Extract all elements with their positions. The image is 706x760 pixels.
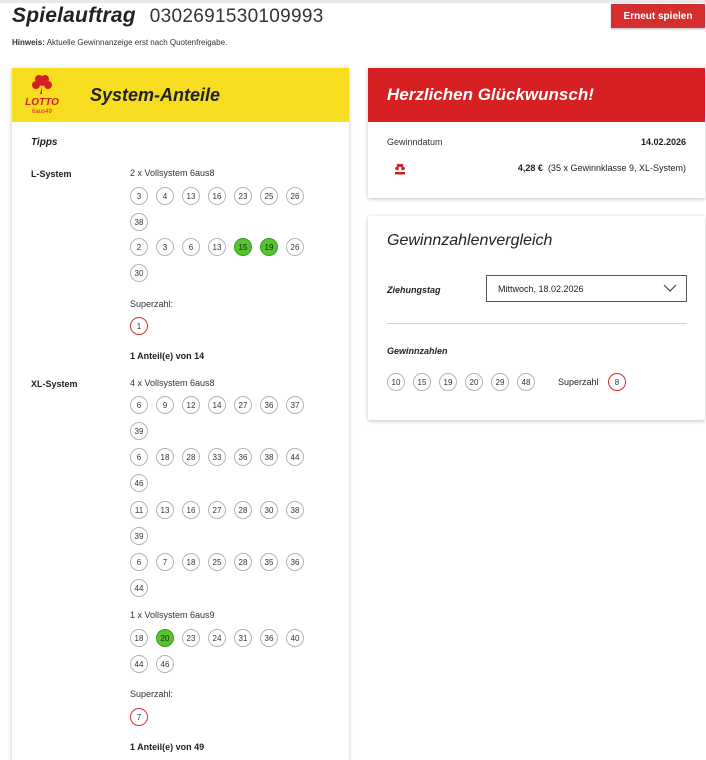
number-ball: 28 — [182, 448, 200, 466]
number-ball: 36 — [260, 396, 278, 414]
winning-number-ball: 48 — [517, 373, 535, 391]
superzahl-ball: 8 — [608, 373, 626, 391]
play-again-button[interactable]: Erneut spielen — [611, 4, 705, 28]
xl-system-share: 1 Anteil(e) von 49 — [130, 742, 205, 752]
number-ball: 18 — [182, 553, 200, 571]
xl-system-row-4 — [130, 553, 320, 597]
l-system-share: 1 Anteil(e) von 14 — [130, 351, 205, 361]
winning-number-ball: 20 — [465, 373, 483, 391]
compare-card — [368, 216, 705, 420]
l-system-row-2 — [130, 238, 320, 282]
page-title: Spielauftrag — [12, 4, 136, 27]
l-system-row-1 — [130, 187, 320, 231]
ziehungstag-value: Mittwoch, 18.02.2026 — [498, 283, 584, 294]
compare-title: Gewinnzahlenvergleich — [387, 232, 553, 249]
system-shares-title: System-Anteile — [90, 84, 221, 105]
number-ball: 30 — [260, 501, 278, 519]
win-amount-value: 4,28 € — [517, 163, 543, 173]
hint-label: Hinweis: — [12, 38, 45, 47]
number-ball: 18 — [130, 629, 148, 647]
number-ball: 11 — [130, 501, 148, 519]
number-ball: 25 — [208, 553, 226, 571]
xl-system-desc-2: 1 x Vollsystem 6aus9 — [130, 610, 215, 620]
compare-divider — [387, 323, 687, 324]
number-ball: 44 — [286, 448, 304, 466]
xl-system-row-5 — [130, 629, 320, 673]
number-ball: 40 — [286, 629, 304, 647]
number-ball: 13 — [156, 501, 174, 519]
gewinndatum-label: Gewinndatum — [387, 137, 443, 147]
number-ball: 35 — [260, 553, 278, 571]
number-ball: 27 — [234, 396, 252, 414]
xl-superzahl-label: Superzahl: — [130, 689, 174, 699]
number-ball: 46 — [130, 474, 148, 492]
lotto-small-icon — [392, 162, 408, 178]
xl-system-row-3 — [130, 501, 320, 545]
hint-text — [12, 38, 227, 47]
number-ball: 14 — [208, 396, 226, 414]
congrats-card — [368, 68, 705, 198]
ziehungstag-select[interactable] — [486, 275, 687, 302]
number-ball: 46 — [156, 655, 174, 673]
congrats-title: Herzlichen Glückwunsch! — [387, 85, 594, 104]
number-ball: 23 — [234, 187, 252, 205]
number-ball: 6 — [182, 238, 200, 256]
tipps-label: Tipps — [31, 137, 58, 148]
system-shares-card — [12, 68, 349, 760]
number-ball: 26 — [286, 238, 304, 256]
l-superzahl-ball: 1 — [130, 317, 148, 335]
number-ball: 38 — [130, 213, 148, 231]
number-ball-hit: 19 — [260, 238, 278, 256]
xl-superzahl-ball: 7 — [130, 708, 148, 726]
xl-system-desc-1: 4 x Vollsystem 6aus8 — [130, 378, 215, 388]
number-ball: 36 — [260, 629, 278, 647]
number-ball: 3 — [130, 187, 148, 205]
number-ball: 24 — [208, 629, 226, 647]
ziehungstag-label: Ziehungstag — [387, 285, 441, 295]
l-superzahl-row — [130, 317, 320, 335]
xl-system-row-2 — [130, 448, 320, 492]
number-ball: 16 — [182, 501, 200, 519]
number-ball: 16 — [208, 187, 226, 205]
hint-message: Aktuelle Gewinnanzeige erst nach Quotenfreigabe. — [44, 38, 228, 47]
win-amount-detail: (35 x Gewinnklasse 9, XL-System) — [547, 163, 686, 173]
number-ball: 7 — [156, 553, 174, 571]
number-ball: 26 — [286, 187, 304, 205]
number-ball: 23 — [182, 629, 200, 647]
number-ball: 28 — [234, 501, 252, 519]
number-ball: 18 — [156, 448, 174, 466]
xl-system-label: XL-System — [31, 379, 78, 389]
winning-number-ball: 29 — [491, 373, 509, 391]
winning-number-ball: 10 — [387, 373, 405, 391]
number-ball: 44 — [130, 655, 148, 673]
number-ball: 2 — [130, 238, 148, 256]
system-shares-header — [12, 68, 349, 122]
number-ball-hit: 15 — [234, 238, 252, 256]
number-ball: 31 — [234, 629, 252, 647]
number-ball: 38 — [286, 501, 304, 519]
number-ball: 28 — [234, 553, 252, 571]
number-ball: 25 — [260, 187, 278, 205]
number-ball: 6 — [130, 396, 148, 414]
top-divider — [0, 0, 706, 3]
number-ball: 36 — [286, 553, 304, 571]
gewinnzahlen-row — [387, 373, 535, 391]
number-ball: 6 — [130, 448, 148, 466]
page-header — [12, 4, 324, 30]
number-ball: 44 — [130, 579, 148, 597]
number-ball: 9 — [156, 396, 174, 414]
chevron-down-icon — [663, 283, 677, 293]
number-ball: 13 — [182, 187, 200, 205]
order-number: 0302691530109993 — [149, 6, 324, 27]
number-ball: 38 — [260, 448, 278, 466]
lotto-logo — [12, 68, 72, 122]
gewinndatum-value: 14.02.2026 — [640, 137, 686, 147]
winning-number-ball: 15 — [413, 373, 431, 391]
number-ball: 37 — [286, 396, 304, 414]
number-ball: 4 — [156, 187, 174, 205]
l-system-desc: 2 x Vollsystem 6aus8 — [130, 168, 215, 178]
congrats-header — [368, 68, 705, 122]
win-amount — [518, 163, 686, 173]
number-ball: 3 — [156, 238, 174, 256]
number-ball: 33 — [208, 448, 226, 466]
superzahl-wrap — [608, 373, 626, 391]
number-ball: 13 — [208, 238, 226, 256]
number-ball: 6 — [130, 553, 148, 571]
superzahl-label: Superzahl — [558, 377, 599, 387]
logo-subtext: 6aus49 — [32, 109, 52, 115]
xl-system-row-1 — [130, 396, 320, 440]
winning-number-ball: 19 — [439, 373, 457, 391]
gewinnzahlen-label: Gewinnzahlen — [387, 346, 448, 356]
number-ball: 12 — [182, 396, 200, 414]
number-ball: 27 — [208, 501, 226, 519]
number-ball: 36 — [234, 448, 252, 466]
number-ball: 39 — [130, 527, 148, 545]
number-ball: 30 — [130, 264, 148, 282]
l-system-label: L-System — [31, 169, 72, 179]
l-superzahl-label: Superzahl: — [130, 299, 174, 309]
number-ball-hit: 20 — [156, 629, 174, 647]
xl-superzahl-row — [130, 708, 320, 726]
number-ball: 39 — [130, 422, 148, 440]
logo-text: LOTTO — [25, 97, 59, 108]
